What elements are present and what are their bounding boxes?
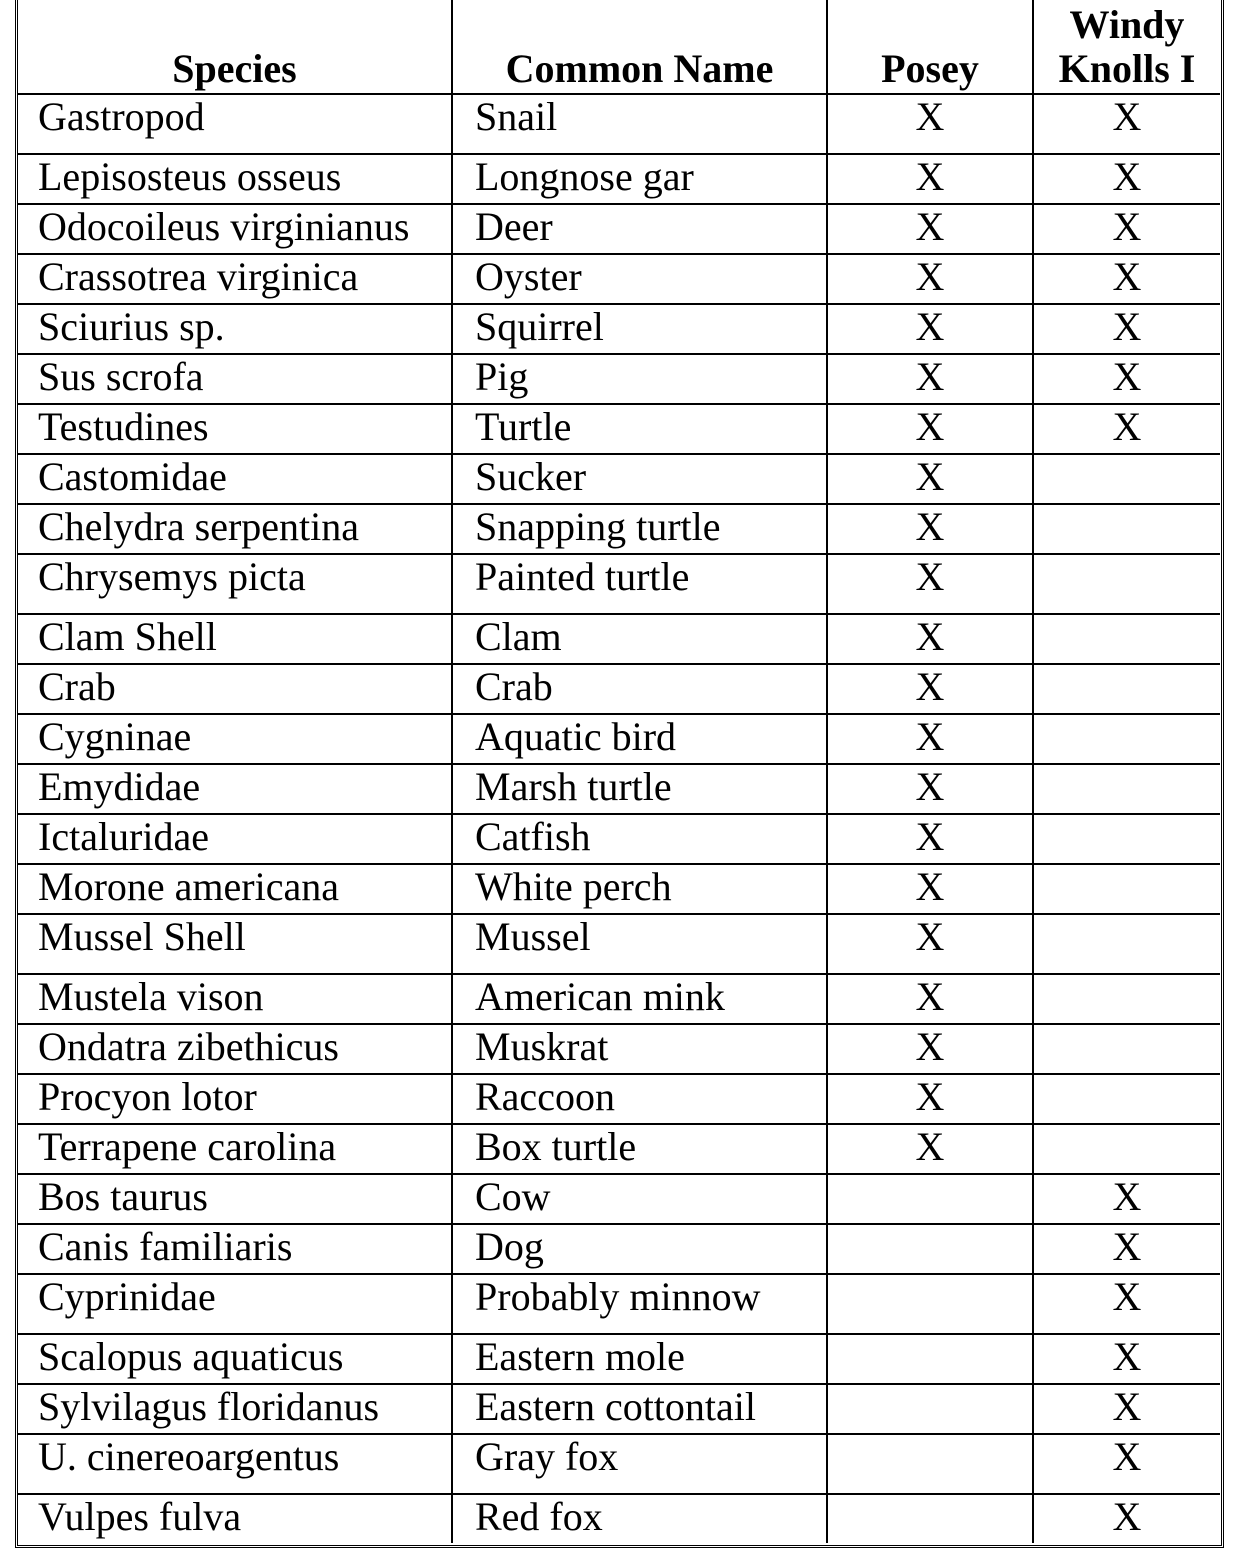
table-row — [18, 914, 1220, 974]
species-cell: Crab — [18, 664, 452, 714]
table-row — [18, 154, 1220, 204]
table-row — [18, 554, 1220, 614]
posey-mark-cell: X — [827, 1074, 1033, 1124]
table-row — [18, 1224, 1220, 1274]
species-cell: Terrapene carolina — [18, 1124, 452, 1174]
table-row — [18, 504, 1220, 554]
common-name-cell: Squirrel — [452, 304, 827, 354]
table-row — [18, 1124, 1220, 1174]
species-cell: Sciurius sp. — [18, 304, 452, 354]
windy-knolls-mark-cell: X — [1033, 1274, 1220, 1334]
table-row — [18, 254, 1220, 304]
windy-knolls-mark-cell — [1033, 814, 1220, 864]
windy-knolls-mark-cell — [1033, 864, 1220, 914]
common-name-cell: Marsh turtle — [452, 764, 827, 814]
table-row — [18, 1494, 1220, 1543]
posey-mark-cell — [827, 1494, 1033, 1543]
table-row — [18, 404, 1220, 454]
species-cell: Ictaluridae — [18, 814, 452, 864]
common-name-cell: Sucker — [452, 454, 827, 504]
common-name-cell: Eastern cottontail — [452, 1384, 827, 1434]
posey-mark-cell: X — [827, 354, 1033, 404]
windy-knolls-mark-cell — [1033, 614, 1220, 664]
windy-knolls-mark-cell — [1033, 554, 1220, 614]
posey-mark-cell: X — [827, 714, 1033, 764]
windy-knolls-mark-cell — [1033, 1074, 1220, 1124]
table-row — [18, 664, 1220, 714]
table-row — [18, 1334, 1220, 1384]
table-row — [18, 94, 1220, 154]
common-name-cell: Pig — [452, 354, 827, 404]
posey-mark-cell: X — [827, 94, 1033, 154]
common-name-cell: Aquatic bird — [452, 714, 827, 764]
species-cell: Gastropod — [18, 94, 452, 154]
windy-knolls-mark-cell: X — [1033, 1174, 1220, 1224]
windy-knolls-mark-cell: X — [1033, 354, 1220, 404]
windy-knolls-mark-cell — [1033, 664, 1220, 714]
table-row — [18, 974, 1220, 1024]
posey-mark-cell: X — [827, 914, 1033, 974]
common-name-cell: Clam — [452, 614, 827, 664]
posey-mark-cell: X — [827, 454, 1033, 504]
species-cell: Castomidae — [18, 454, 452, 504]
species-cell: Mussel Shell — [18, 914, 452, 974]
common-name-cell: American mink — [452, 974, 827, 1024]
posey-mark-cell: X — [827, 1024, 1033, 1074]
posey-mark-cell: X — [827, 304, 1033, 354]
posey-mark-cell: X — [827, 864, 1033, 914]
posey-mark-cell — [827, 1434, 1033, 1494]
windy-knolls-mark-cell: X — [1033, 304, 1220, 354]
table-row — [18, 354, 1220, 404]
table-row — [18, 1174, 1220, 1224]
windy-knolls-mark-cell: X — [1033, 1224, 1220, 1274]
windy-knolls-mark-cell — [1033, 504, 1220, 554]
header-posey: Posey — [827, 0, 1033, 94]
posey-mark-cell: X — [827, 814, 1033, 864]
windy-knolls-mark-cell: X — [1033, 94, 1220, 154]
species-cell: Vulpes fulva — [18, 1494, 452, 1543]
common-name-cell: Snapping turtle — [452, 504, 827, 554]
header-windy-knolls-line2: Knolls I — [1058, 46, 1196, 91]
posey-mark-cell: X — [827, 1124, 1033, 1174]
species-table — [18, 0, 1220, 1543]
table-row — [18, 1074, 1220, 1124]
posey-mark-cell — [827, 1274, 1033, 1334]
common-name-cell: Gray fox — [452, 1434, 827, 1494]
common-name-cell: Mussel — [452, 914, 827, 974]
common-name-cell: Cow — [452, 1174, 827, 1224]
species-cell: Crassotrea virginica — [18, 254, 452, 304]
posey-mark-cell: X — [827, 974, 1033, 1024]
windy-knolls-mark-cell: X — [1033, 1434, 1220, 1494]
windy-knolls-mark-cell — [1033, 1124, 1220, 1174]
posey-mark-cell: X — [827, 504, 1033, 554]
posey-mark-cell — [827, 1224, 1033, 1274]
windy-knolls-mark-cell — [1033, 914, 1220, 974]
posey-mark-cell — [827, 1334, 1033, 1384]
table-row — [18, 1384, 1220, 1434]
table-row — [18, 864, 1220, 914]
common-name-cell: Snail — [452, 94, 827, 154]
common-name-cell: Catfish — [452, 814, 827, 864]
posey-mark-cell — [827, 1384, 1033, 1434]
table-row — [18, 764, 1220, 814]
table-row — [18, 204, 1220, 254]
common-name-cell: Eastern mole — [452, 1334, 827, 1384]
windy-knolls-mark-cell: X — [1033, 404, 1220, 454]
species-cell: Clam Shell — [18, 614, 452, 664]
species-cell: Mustela vison — [18, 974, 452, 1024]
posey-mark-cell: X — [827, 664, 1033, 714]
header-common-name: Common Name — [452, 0, 827, 94]
species-cell: Chrysemys picta — [18, 554, 452, 614]
windy-knolls-mark-cell: X — [1033, 204, 1220, 254]
table-row — [18, 814, 1220, 864]
common-name-cell: Longnose gar — [452, 154, 827, 204]
common-name-cell: Crab — [452, 664, 827, 714]
species-cell: Emydidae — [18, 764, 452, 814]
common-name-cell: Dog — [452, 1224, 827, 1274]
species-cell: Odocoileus virginianus — [18, 204, 452, 254]
windy-knolls-mark-cell — [1033, 974, 1220, 1024]
table-row — [18, 1024, 1220, 1074]
common-name-cell: Deer — [452, 204, 827, 254]
posey-mark-cell: X — [827, 254, 1033, 304]
header-species: Species — [18, 0, 452, 94]
species-cell: Cygninae — [18, 714, 452, 764]
windy-knolls-mark-cell: X — [1033, 154, 1220, 204]
species-cell: Sylvilagus floridanus — [18, 1384, 452, 1434]
species-cell: Procyon lotor — [18, 1074, 452, 1124]
common-name-cell: Probably minnow — [452, 1274, 827, 1334]
common-name-cell: Box turtle — [452, 1124, 827, 1174]
posey-mark-cell: X — [827, 764, 1033, 814]
species-cell: Scalopus aquaticus — [18, 1334, 452, 1384]
table-body — [18, 94, 1220, 1543]
header-windy-knolls-line1: Windy — [1069, 2, 1185, 47]
species-cell: Cyprinidae — [18, 1274, 452, 1334]
species-cell: Chelydra serpentina — [18, 504, 452, 554]
table-row — [18, 614, 1220, 664]
common-name-cell: Turtle — [452, 404, 827, 454]
common-name-cell: Muskrat — [452, 1024, 827, 1074]
species-cell: U. cinereoargentus — [18, 1434, 452, 1494]
windy-knolls-mark-cell: X — [1033, 1334, 1220, 1384]
posey-mark-cell — [827, 1174, 1033, 1224]
common-name-cell: Red fox — [452, 1494, 827, 1543]
species-cell: Lepisosteus osseus — [18, 154, 452, 204]
posey-mark-cell: X — [827, 154, 1033, 204]
windy-knolls-mark-cell — [1033, 764, 1220, 814]
windy-knolls-mark-cell: X — [1033, 1494, 1220, 1543]
species-cell: Testudines — [18, 404, 452, 454]
table-row — [18, 1274, 1220, 1334]
common-name-cell: Oyster — [452, 254, 827, 304]
windy-knolls-mark-cell: X — [1033, 1384, 1220, 1434]
common-name-cell: Painted turtle — [452, 554, 827, 614]
species-cell: Morone americana — [18, 864, 452, 914]
header-row — [18, 0, 1220, 94]
posey-mark-cell: X — [827, 404, 1033, 454]
table-row — [18, 304, 1220, 354]
windy-knolls-mark-cell — [1033, 714, 1220, 764]
species-cell: Sus scrofa — [18, 354, 452, 404]
posey-mark-cell: X — [827, 204, 1033, 254]
common-name-cell: White perch — [452, 864, 827, 914]
posey-mark-cell: X — [827, 614, 1033, 664]
common-name-cell: Raccoon — [452, 1074, 827, 1124]
species-cell: Canis familiaris — [18, 1224, 452, 1274]
windy-knolls-mark-cell — [1033, 454, 1220, 504]
windy-knolls-mark-cell — [1033, 1024, 1220, 1074]
table-row — [18, 1434, 1220, 1494]
windy-knolls-mark-cell: X — [1033, 254, 1220, 304]
header-windy-knolls — [1033, 0, 1220, 94]
species-cell: Bos taurus — [18, 1174, 452, 1224]
table-row — [18, 454, 1220, 504]
table-row — [18, 714, 1220, 764]
posey-mark-cell: X — [827, 554, 1033, 614]
species-cell: Ondatra zibethicus — [18, 1024, 452, 1074]
